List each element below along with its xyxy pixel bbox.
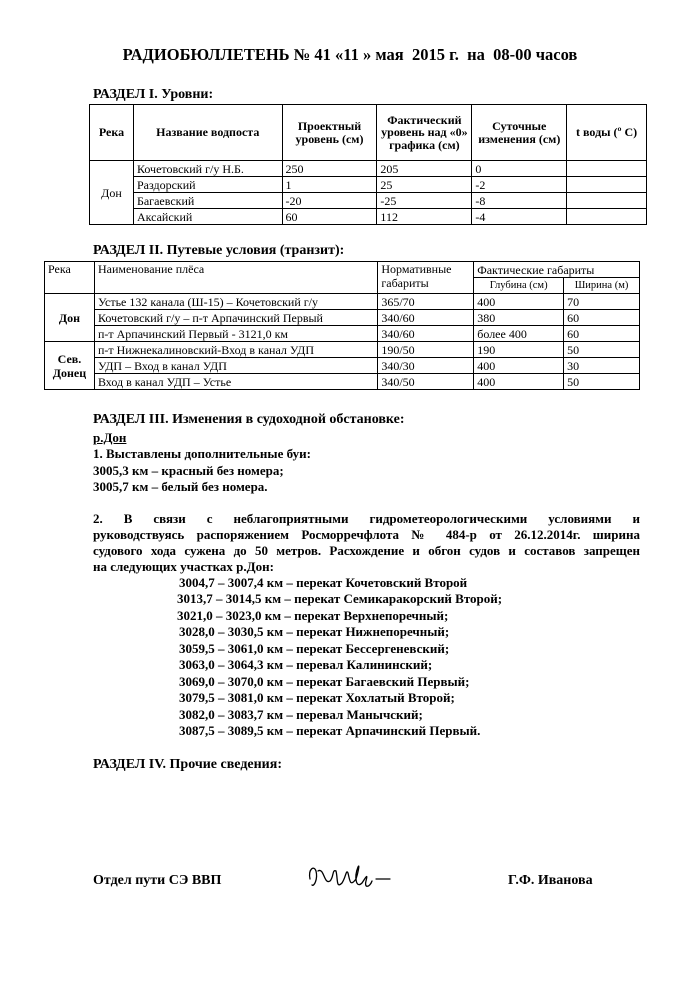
col-depth: Глубина (см) [474,278,564,294]
restricted-section: 3082,0 – 3083,7 км – перевал Манычский; [179,707,423,722]
depth-cell: 400 [474,358,564,374]
reach-cell: Кочетовский г/у – п-т Арпачинский Первый [94,310,377,326]
river-cell: Дон [45,294,95,342]
restricted-section: 3087,5 – 3089,5 км – перекат Арпачинский Первый. [179,723,481,738]
section-4-heading: РАЗДЕЛ IV. Прочие сведения: [93,757,282,772]
design-cell: 250 [282,161,377,177]
depth-cell: 400 [474,294,564,310]
paragraph-line: 2. В связи с неблагоприятными гидрометеорологическими условиями и [93,511,640,526]
col-actual-dimensions: Фактические габариты [474,262,640,278]
col-daily-change: Суточные изменения (см) [472,105,567,161]
width-cell: 60 [564,310,640,326]
signer-name: Г.Ф. Иванова [508,873,593,888]
table-row [90,161,647,177]
levels-table [89,104,647,225]
actual-cell: -25 [377,193,472,209]
table-row [45,374,640,390]
depth-cell: 400 [474,374,564,390]
col-width: Ширина (м) [564,278,640,294]
buoy-line: 3005,7 км – белый без номера. [93,479,268,494]
restricted-section: 3004,7 – 3007,4 км – перекат Кочетовский Второй [179,575,468,590]
width-cell: 30 [564,358,640,374]
table-row [45,310,640,326]
daily-cell: -2 [472,177,567,193]
depth-cell: более 400 [474,326,564,342]
paragraph-line: судового хода сужена до 50 метров. Расхождение и обгон судов и составов запрещен [93,543,640,558]
temp-cell [567,161,647,177]
norm-cell: 340/60 [378,326,474,342]
section-3-heading: РАЗДЕЛ III. Изменения в судоходной обстановке: [93,412,405,427]
daily-cell: -4 [472,209,567,225]
norm-cell: 340/50 [378,374,474,390]
reach-cell: п-т Арпачинский Первый - 3121,0 км [94,326,377,342]
temp-cell [567,177,647,193]
norm-cell: 340/30 [378,358,474,374]
buoy-line: 3005,3 км – красный без номера; [93,463,284,478]
section-2-heading: РАЗДЕЛ II. Путевые условия (транзит): [93,243,345,258]
table-row [45,358,640,374]
item-1-title: 1. Выставлены дополнительные буи: [93,446,311,461]
route-conditions-table [44,261,640,390]
route-header-row [45,262,640,278]
river-don-label: р.Дон [93,430,127,445]
width-cell: 50 [564,342,640,358]
post-cell: Багаевский [133,193,282,209]
reach-cell: п-т Нижнекалиновский-Вход в канал УДП [94,342,377,358]
reach-cell: Устье 132 канала (Ш-15) – Кочетовский г/у [94,294,377,310]
width-cell: 70 [564,294,640,310]
paragraph-line: на следующих участках р.Дон: [93,559,274,574]
restricted-section: 3028,0 – 3030,5 км – перекат Нижнепоречный; [179,624,450,639]
signature-image [300,855,400,897]
reach-cell: Вход в канал УДП – Устье [94,374,377,390]
levels-header-row [90,105,647,161]
col-river: Река [45,262,95,294]
table-row [90,177,647,193]
river-cell: Дон [90,161,134,225]
post-cell: Кочетовский г/у Н.Б. [133,161,282,177]
actual-cell: 205 [377,161,472,177]
depth-cell: 380 [474,310,564,326]
width-cell: 50 [564,374,640,390]
col-actual-level: Фактический уровень над «0» графика (см) [377,105,472,161]
col-design-level: Проектный уровень (см) [282,105,377,161]
norm-cell: 365/70 [378,294,474,310]
temp-cell [567,209,647,225]
col-reach: Наименование плёса [94,262,377,294]
norm-cell: 190/50 [378,342,474,358]
river-cell: Сев. Донец [45,342,95,390]
table-row [45,294,640,310]
depth-cell: 190 [474,342,564,358]
col-river: Река [90,105,134,161]
col-water-temp: t воды (º С) [567,105,647,161]
post-cell: Аксайский [133,209,282,225]
col-normative: Нормативные габариты [378,262,474,294]
actual-cell: 112 [377,209,472,225]
table-row [90,193,647,209]
item-2-paragraph [93,511,640,575]
restricted-section: 3079,5 – 3081,0 км – перекат Хохлатый Второй; [179,690,455,705]
restricted-section: 3013,7 – 3014,5 км – перекат Семикаракорский Второй; [177,591,503,606]
design-cell: 1 [282,177,377,193]
daily-cell: 0 [472,161,567,177]
actual-cell: 25 [377,177,472,193]
table-row [90,209,647,225]
bulletin-title: РАДИОБЮЛЛЕТЕНЬ № 41 «11 » мая 2015 г. на 08-00 часов [122,45,578,64]
width-cell: 60 [564,326,640,342]
col-post: Название водпоста [133,105,282,161]
restricted-section: 3021,0 – 3023,0 км – перекат Верхнепоречный; [177,608,449,623]
daily-cell: -8 [472,193,567,209]
design-cell: 60 [282,209,377,225]
restricted-section: 3059,5 – 3061,0 км – перекат Бессергеневский; [179,641,450,656]
table-row [45,342,640,358]
reach-cell: УДП – Вход в канал УДП [94,358,377,374]
section-1-heading: РАЗДЕЛ I. Уровни: [93,87,214,102]
design-cell: -20 [282,193,377,209]
post-cell: Раздорский [133,177,282,193]
restricted-section: 3069,0 – 3070,0 км – перекат Багаевский Первый; [179,674,470,689]
norm-cell: 340/60 [378,310,474,326]
paragraph-line: руководствуясь распоряжением Росморречфлота № 484-р от 26.12.2014г. ширина [93,527,640,542]
temp-cell [567,193,647,209]
department-label: Отдел пути СЭ ВВП [93,873,222,888]
restricted-section: 3063,0 – 3064,3 км – перевал Калининский; [179,657,433,672]
table-row [45,326,640,342]
